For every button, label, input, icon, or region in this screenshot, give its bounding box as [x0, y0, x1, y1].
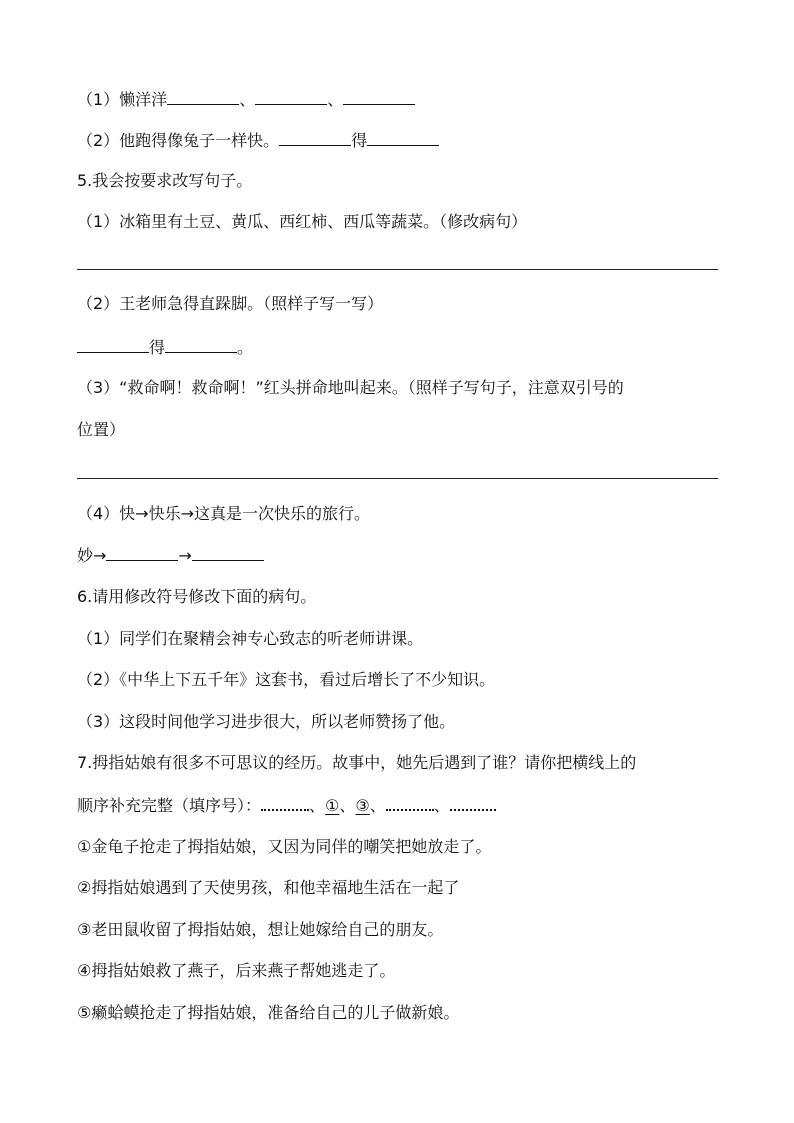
answer-line[interactable]	[77, 478, 718, 479]
dotted-blank[interactable]	[261, 795, 309, 811]
q7-option-4: ④拇指姑娘救了燕子，后来燕子帮她逃走了。	[77, 961, 396, 980]
q7-option-3: ③老田鼠收留了拇指姑娘，想让她嫁给自己的朋友。	[77, 920, 444, 939]
arrow: →	[178, 546, 192, 565]
separator: 、	[239, 90, 256, 109]
answer-blank[interactable]	[165, 337, 237, 353]
q6-title: 6.请用修改符号修改下面的病句。	[77, 587, 317, 606]
answer-blank[interactable]	[279, 130, 351, 146]
q5-item1: （1）冰箱里有土豆、黄瓜、西红柿、西瓜等蔬菜。（修改病句）	[77, 212, 528, 231]
answer-blank[interactable]	[367, 130, 439, 146]
q4-item2	[77, 130, 439, 151]
q7-option-2: ②拇指姑娘遇到了天使男孩，和他幸福地生活在一起了	[77, 878, 460, 897]
filled-answer: ③	[355, 796, 370, 815]
period: 。	[237, 338, 254, 357]
q5-item4-prefix: 妙→	[77, 546, 107, 565]
separator: 、	[339, 796, 356, 815]
separator: 、	[327, 90, 344, 109]
q6-item1: （1）同学们在聚精会神专心致志的听老师讲课。	[77, 629, 424, 648]
de-char: 得	[149, 338, 166, 357]
answer-line[interactable]	[77, 269, 718, 270]
q4-item2-text: （2）他跑得像兔子一样快。	[77, 131, 280, 150]
q7-title-line2	[77, 795, 496, 816]
answer-blank[interactable]	[106, 545, 178, 561]
answer-blank[interactable]	[343, 89, 415, 105]
separator: 、	[433, 796, 450, 815]
q7-title-line1: 7.拇指姑娘有很多不可思议的经历。故事中，她先后遇到了谁？请你把横线上的	[77, 753, 637, 772]
dotted-blank[interactable]	[450, 795, 496, 811]
answer-blank[interactable]	[77, 337, 149, 353]
answer-blank[interactable]	[167, 89, 239, 105]
q5-title: 5.我会按要求改写句子。	[77, 171, 253, 190]
filled-answer: ①	[325, 796, 340, 815]
dotted-blank[interactable]	[386, 795, 434, 811]
q5-item3-line2: 位置）	[77, 420, 126, 439]
q5-item4: （4）快→快乐→这真是一次快乐的旅行。	[77, 504, 370, 523]
separator: 、	[309, 796, 326, 815]
q4-item1	[77, 89, 415, 110]
q5-item4-blanks	[77, 545, 264, 566]
de-char: 得	[351, 131, 368, 150]
separator: 、	[369, 796, 386, 815]
q6-item2: （2）《中华上下五千年》这套书，看过后增长了不少知识。	[77, 670, 496, 689]
q4-item1-text: （1）懒洋洋	[77, 90, 168, 109]
q7-option-1: ①金龟子抢走了拇指姑娘，又因为同伴的嘲笑把她放走了。	[77, 837, 492, 856]
answer-blank[interactable]	[192, 545, 264, 561]
q7-title-text: 顺序补充完整（填序号）：	[77, 796, 262, 815]
answer-blank[interactable]	[255, 89, 327, 105]
q5-item2-blanks	[77, 337, 253, 358]
q5-item3-line1: （3）“救命啊！救命啊！”红头拼命地叫起来。（照样子写句子，注意双引号的	[77, 378, 624, 397]
q6-item3: （3）这段时间他学习进步很大，所以老师赞扬了他。	[77, 712, 456, 731]
q5-item2: （2）王老师急得直跺脚。（照样子写一写）	[77, 294, 384, 313]
q7-option-5: ⑤癞蛤蟆抢走了拇指姑娘，准备给自己的儿子做新娘。	[77, 1003, 460, 1022]
